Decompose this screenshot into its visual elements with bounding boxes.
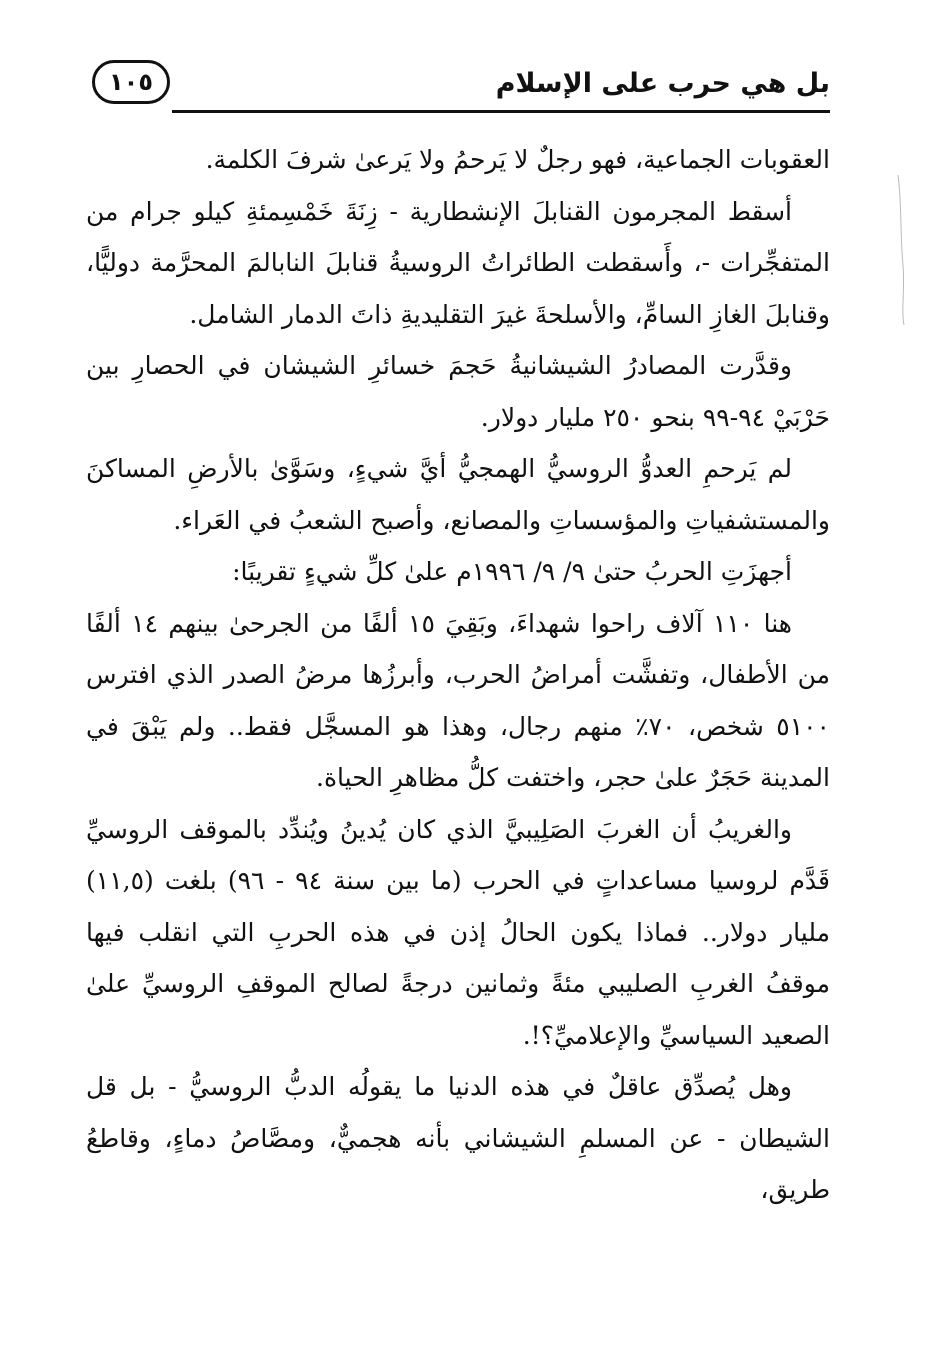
paragraph-2: أسقط المجرمون القنابلَ الإنشطارية - زِنَةَ خَمْسِمئةِ كيلو جرام من المتفجِّرات -، وأَسقطت الطائراتُ الروسيةُ قنابلَ النابالمَ المحرَّمة دوليًّا، وقنابلَ الغازِ السامِّ، والأسلحةَ غيرَ التقليديةِ ذاتَ الدمار الشامل.	[86, 196, 830, 329]
paragraph-7: والغريبُ أن الغربَ الصَلِيبيَّ الذي كان يُدينُ ويُندِّد بالموقف الروسيِّ قَدَّم لروسيا مساعداتٍ في الحرب (ما بين سنة ٩٤ - ٩٦) بلغت (١١,٥) مليار دولار.. فماذا يكون الحالُ إذن في هذه الحربِ التي انقلب فيها موقفُ الغربِ الصليبي مئةً وثمانين درجةً لصالح الموقفِ الروسيِّ علىٰ الصعيد السياسيِّ والإعلاميِّ؟!.	[86, 814, 831, 1050]
paragraph-5: أجهزَتِ الحربُ حتىٰ ٩/ ٩/ ١٩٩٦م علىٰ كلِّ شيءٍ تقريبًا:	[232, 557, 792, 586]
paragraph-8: وهل يُصدِّق عاقلٌ في هذه الدنيا ما يقولُه الدبُّ الروسيُّ - بل قل الشيطان - عن المسلمِ الشيشاني بأنه هجميٌّ، ومصَّاصُ دماءٍ، وقاطعُ طريق،	[86, 1072, 830, 1204]
paragraph-1: العقوبات الجماعية، فهو رجلٌ لا يَرحمُ ولا يَرعىٰ شرفَ الكلمة.	[205, 145, 830, 174]
page-number-badge	[92, 60, 170, 104]
header-rule	[172, 110, 830, 113]
paragraph-4: لم يَرحمِ العدوُّ الروسيُّ الهمجيُّ أيَّ شيءٍ، وسَوَّىٰ بالأرضِ المساكنَ والمستشفياتِ والمؤسساتِ والمصانع، وأصبح الشعبُ في العَراء.	[86, 454, 830, 535]
paragraph-3: وقدَّرت المصادرُ الشيشانيةُ حَجمَ خسائرِ الشيشان في الحصارِ بين حَرْبَيْ ٩٤-٩٩ بنحو ٢٥٠ مليار دولار.	[86, 351, 830, 432]
paragraph-6: هنا ١١٠ آلاف راحوا شهداءَ، وبَقِيَ ١٥ ألفًا من الجرحىٰ بينهم ١٤ ألفًا من الأطفال، وتفشَّت أمراضُ الحرب، وأبرزُها مرضُ الصدر الذي افترس ٥١٠٠ شخص، ٧٠٪ منهم رجال، وهذا هو المسجَّل فقط.. ولم يَبْقَ في المدينة حَجَرٌ علىٰ حجر، واختفت كلُّ مظاهرِ الحياة.	[86, 608, 830, 792]
page-number: ١٠٥	[109, 68, 153, 96]
page-edge-mark	[896, 175, 906, 325]
running-title: بل هي حرب على الإسلام	[495, 68, 830, 99]
page-header	[88, 58, 830, 118]
body-text	[86, 134, 830, 1216]
